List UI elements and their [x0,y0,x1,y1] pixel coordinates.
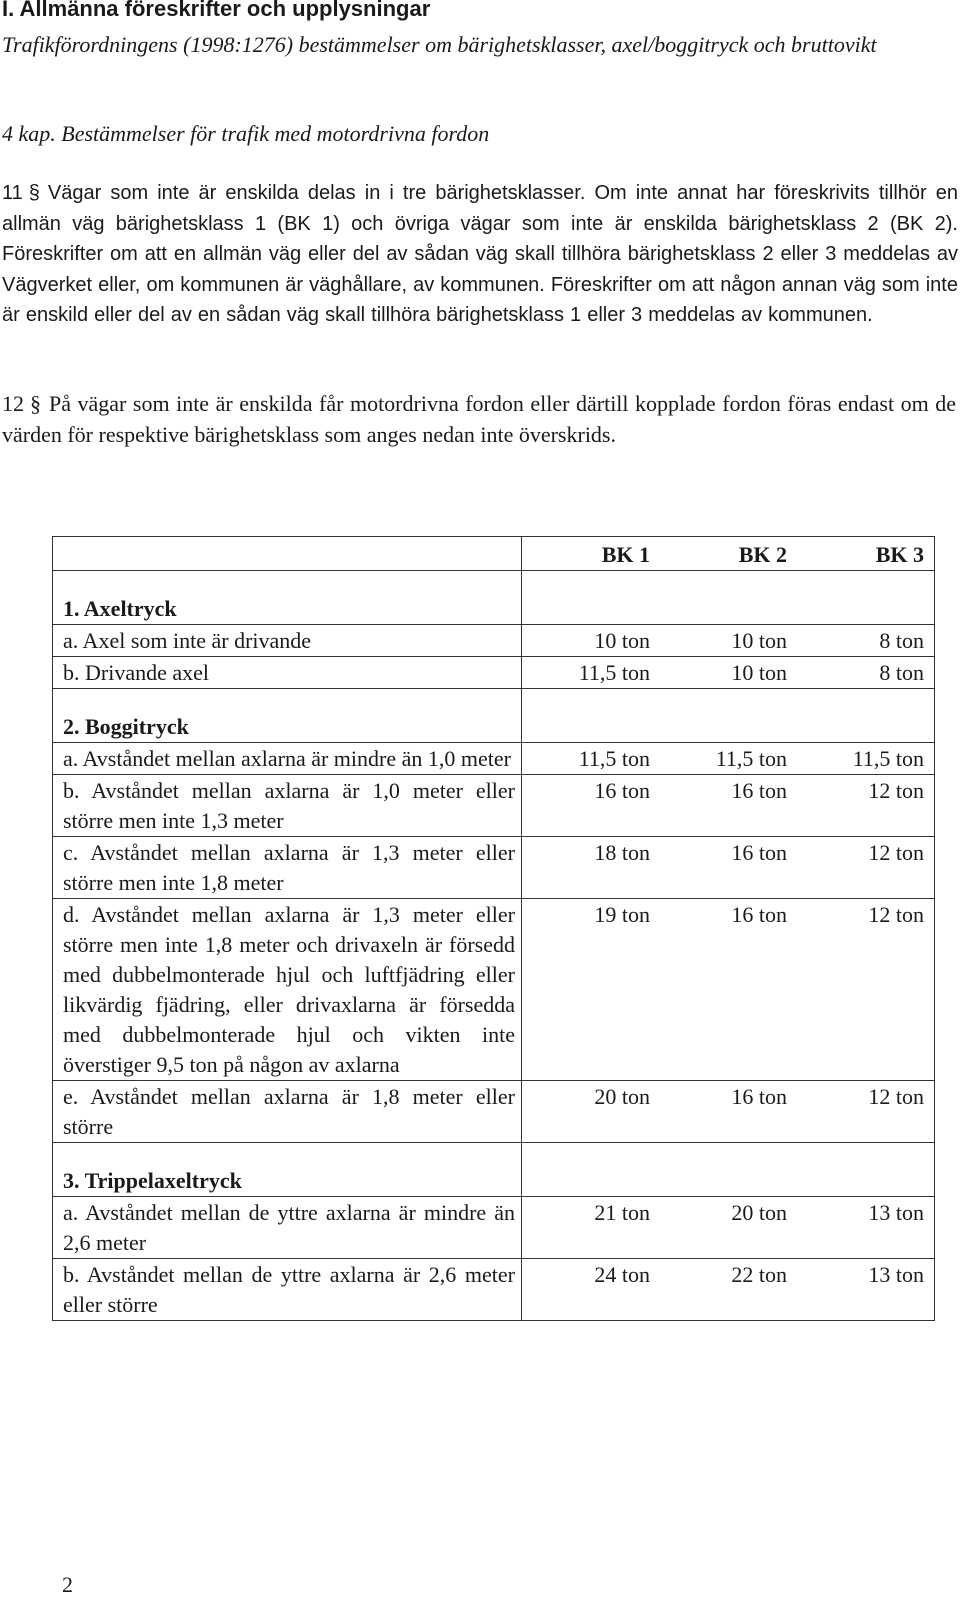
value-bk1: 19 ton [594,902,650,927]
paragraph-11 [2,178,958,331]
table-header-values [522,537,935,571]
value-bk1: 16 ton [594,778,650,803]
row-label: a. Axel som inte är drivande [63,628,312,653]
bearing-class-table [52,536,935,1321]
paragraph-text: Vägar som inte är enskilda delas in i tre bärighetsklasser. Om inte annat har föreskrivits tillhör en allmän väg bärighetsklass 1 (BK 1) och övriga vägar som inte är enskilda bärighetsklass 2 (BK 2). Föreskrifter om att en allmän väg eller del av sådan väg skall tillhöra bärighetsklass 2 eller 3 meddelas av Vägverket eller, om kommunen är väghållare, av kommunen. Föreskrifter om att någon annan väg som inte är enskild eller del av en sådan väg skall tillhöra bärighetsklass 1 eller 3 meddelas av kommunen. [2,182,958,326]
column-header-bk2: BK 2 [738,542,787,567]
table-row [53,1259,935,1321]
row-label-cell [53,1081,522,1143]
row-values-cell [522,1259,935,1321]
paragraph-12 [2,388,956,450]
document-subheading: Trafikförordningens (1998:1276) bestämmelser om bärighetsklasser, axel/boggitryck och bruttovikt [2,32,877,57]
value-bk1: 10 ton [594,628,650,653]
value-bk2: 11,5 ton [715,746,787,771]
row-label: b. Avståndet mellan axlarna är 1,0 meter eller större men inte 1,3 meter [63,778,515,833]
section-title-row [53,689,935,743]
value-bk1: 11,5 ton [578,746,650,771]
paragraph-number: 11 [2,182,23,204]
section-symbol: § [30,391,41,416]
paragraph-number: 12 [2,391,24,416]
row-values-cell [522,657,935,689]
row-label: e. Avståndet mellan axlarna är 1,8 meter eller större [63,1084,515,1139]
row-label-cell [53,657,522,689]
row-values-cell [522,1081,935,1143]
paragraph-text: På vägar som inte är enskilda får motordrivna fordon eller därtill kopplade fordon föras endast om de värden för respektive bärighetsklass som anges nedan inte överskrids. [2,391,956,447]
section-title-values-cell [522,689,935,743]
table-row [53,1081,935,1143]
column-header-bk1: BK 1 [601,542,650,567]
value-bk1: 21 ton [594,1200,650,1225]
value-bk3: 13 ton [868,1262,924,1287]
row-values-cell [522,1197,935,1259]
section-title-cell [53,571,522,625]
value-bk2: 22 ton [731,1262,787,1287]
section-title-row [53,571,935,625]
value-bk2: 16 ton [731,902,787,927]
section-title: 2. Boggitryck [63,714,189,739]
row-values-cell [522,625,935,657]
table-header-empty [53,537,522,571]
row-label-cell [53,743,522,775]
table-row [53,657,935,689]
row-label: b. Avståndet mellan de yttre axlarna är 2,6 meter eller större [63,1262,515,1317]
table-row [53,899,935,1081]
row-values-cell [522,775,935,837]
value-bk3: 12 ton [868,840,924,865]
value-bk3: 12 ton [868,902,924,927]
row-label-cell [53,1197,522,1259]
table-row [53,625,935,657]
value-bk1: 11,5 ton [578,660,650,685]
row-values-cell [522,899,935,1081]
row-values-cell [522,837,935,899]
table-row [53,743,935,775]
row-label: a. Avståndet mellan de yttre axlarna är mindre än 2,6 meter [63,1200,515,1255]
value-bk3: 8 ton [879,660,924,685]
row-label-cell [53,775,522,837]
value-bk1: 24 ton [594,1262,650,1287]
value-bk2: 10 ton [731,660,787,685]
section-title-row [53,1143,935,1197]
row-label-cell [53,1259,522,1321]
section-title: 3. Trippelaxeltryck [63,1168,242,1193]
section-title-cell [53,1143,522,1197]
page-number: 2 [62,1572,73,1597]
section-title: 1. Axeltryck [63,596,177,621]
row-label: b. Drivande axel [63,660,209,685]
value-bk1: 20 ton [594,1084,650,1109]
value-bk3: 11,5 ton [852,746,924,771]
table-row [53,775,935,837]
section-symbol: § [28,182,40,204]
value-bk2: 20 ton [731,1200,787,1225]
section-title-values-cell [522,571,935,625]
value-bk2: 10 ton [731,628,787,653]
table-header-row [53,537,935,571]
value-bk1: 18 ton [594,840,650,865]
section-title-cell [53,689,522,743]
row-label-cell [53,899,522,1081]
row-label-cell [53,625,522,657]
row-label-cell [53,837,522,899]
section-title-values-cell [522,1143,935,1197]
table-row [53,837,935,899]
row-label: c. Avståndet mellan axlarna är 1,3 meter eller större men inte 1,8 meter [63,840,515,895]
value-bk2: 16 ton [731,1084,787,1109]
value-bk3: 13 ton [868,1200,924,1225]
value-bk2: 16 ton [731,778,787,803]
chapter-title: 4 kap. Bestämmelser för trafik med motordrivna fordon [2,121,490,146]
value-bk2: 16 ton [731,840,787,865]
value-bk3: 12 ton [868,778,924,803]
row-values-cell [522,743,935,775]
column-header-bk3: BK 3 [875,542,924,567]
value-bk3: 8 ton [879,628,924,653]
value-bk3: 12 ton [868,1084,924,1109]
document-heading: I. Allmänna föreskrifter och upplysningar [2,0,431,21]
row-label: d. Avståndet mellan axlarna är 1,3 meter eller större men inte 1,8 meter och drivaxeln är försedd med dubbelmonterade hjul och luftfjädring eller likvärdig fjädring, eller drivaxlarna är försedda med dubbelmonterade hjul och vikten inte överstiger 9,5 ton på någon av axlarna [63,902,515,1077]
table-row [53,1197,935,1259]
row-label: a. Avståndet mellan axlarna är mindre än 1,0 meter [63,746,511,771]
